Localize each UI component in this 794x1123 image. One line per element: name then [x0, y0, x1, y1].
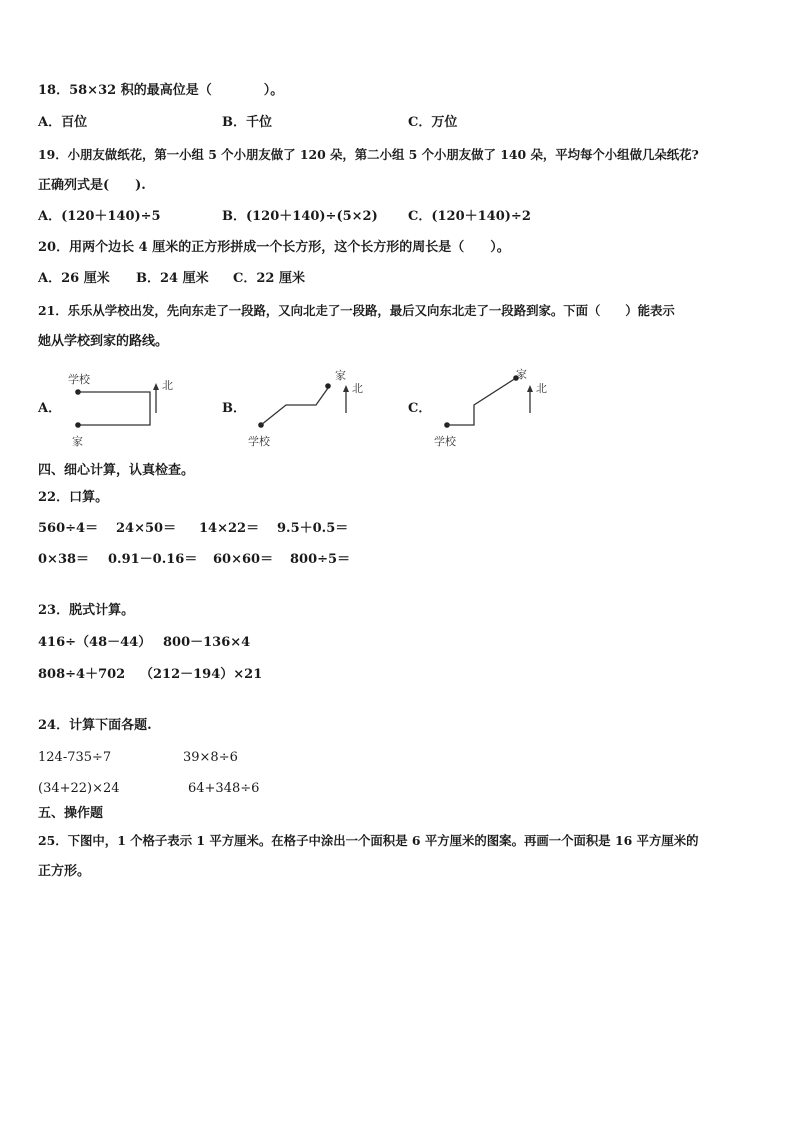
q22-item: 0.91－0.16＝ — [108, 552, 198, 567]
q21-stem-line1: 21．乐乐从学校出发，先向东走了一段路，又向北走了一段路，最后又向东北走了一段路到家。下面（ ）能表示 — [38, 303, 675, 318]
q21-a-school-label: 学校 — [68, 373, 90, 386]
q21-option-c-route-diagram — [426, 365, 566, 455]
q24-title: 24．计算下面各题. — [38, 718, 152, 733]
q18-stem: 18．58×32 积的最高位是（ ）。 — [38, 83, 284, 98]
q18-option-b: B．千位 — [222, 115, 272, 130]
q20-option-b: B．24 厘米 — [136, 271, 209, 286]
q23-item: 808÷4＋702 — [38, 667, 126, 682]
q22-item: 9.5＋0.5＝ — [277, 521, 349, 536]
q24-item: 64+348÷6 — [188, 781, 260, 796]
q19-stem-line2: 正确列式是( ). — [38, 178, 146, 193]
q22-item: 14×22＝ — [199, 521, 260, 536]
q21-stem-line2: 她从学校到家的路线。 — [38, 334, 169, 349]
q21-a-home-label: 家 — [72, 435, 83, 448]
q21-c-route-line — [447, 378, 516, 425]
q24-item: 39×8÷6 — [183, 750, 238, 765]
q22-title: 22．口算。 — [38, 490, 109, 505]
q21-option-c-letter: C． — [408, 401, 432, 416]
q21-a-north-arrowhead-icon — [153, 383, 159, 390]
q21-b-north-arrowhead-icon — [343, 385, 349, 392]
q21-c-north-label: 北 — [536, 382, 547, 395]
q24-item: (34+22)×24 — [38, 781, 120, 796]
q20-option-a: A．26 厘米 — [38, 271, 110, 286]
section-4-title: 四、细心计算，认真检查。 — [38, 463, 195, 478]
q21-option-b-route-diagram — [240, 365, 380, 455]
q21-a-route-line — [78, 392, 150, 425]
q21-option-a-letter: A． — [38, 401, 62, 416]
q22-item: 800÷5＝ — [290, 552, 351, 567]
q21-c-north-arrowhead-icon — [527, 385, 533, 392]
q21-a-north-label: 北 — [162, 379, 173, 392]
q21-b-school-label: 学校 — [248, 435, 270, 448]
q22-item: 0×38＝ — [38, 552, 90, 567]
q25-stem-line1: 25．下图中，1 个格子表示 1 平方厘米。在格子中涂出一个面积是 6 平方厘米的图案。再画一个面积是 16 平方厘米的 — [38, 833, 699, 848]
q21-c-home-label: 家 — [516, 368, 527, 381]
q21-option-b-letter: B． — [222, 401, 246, 416]
q25-stem-line2: 正方形。 — [38, 864, 91, 879]
q21-c-school-label: 学校 — [434, 435, 456, 448]
q22-item: 560÷4＝ — [38, 521, 99, 536]
q22-item: 24×50＝ — [116, 521, 177, 536]
q18-option-a: A．百位 — [38, 115, 88, 130]
q18-option-c: C．万位 — [408, 115, 458, 130]
section-5-title: 五、操作题 — [38, 806, 104, 821]
q23-title: 23．脱式计算。 — [38, 603, 135, 618]
q23-item: 416÷（48－44） — [38, 635, 152, 650]
q19-option-a: A．(120＋140)÷5 — [38, 209, 161, 224]
q21-option-a-route-diagram — [62, 365, 192, 455]
q21-b-route-line — [261, 388, 328, 425]
q19-option-c: C．(120＋140)÷2 — [408, 209, 531, 224]
q22-item: 60×60＝ — [213, 552, 274, 567]
q23-item: （212－194）×21 — [140, 667, 263, 682]
q23-item: 800－136×4 — [163, 635, 251, 650]
q24-item: 124-735÷7 — [38, 750, 112, 765]
q21-b-home-label: 家 — [335, 369, 346, 382]
q21-b-home-dot — [325, 383, 331, 389]
q21-a-home-dot — [75, 422, 81, 428]
q20-stem: 20．用两个边长 4 厘米的正方形拼成一个长方形，这个长方形的周长是（ ）。 — [38, 240, 510, 255]
q19-stem-line1: 19．小朋友做纸花，第一小组 5 个小朋友做了 120 朵，第二小组 5 个小朋友做了 140 朵，平均每个小组做几朵纸花? — [38, 147, 699, 162]
q20-option-c: C．22 厘米 — [233, 271, 305, 286]
q21-b-north-label: 北 — [352, 382, 363, 395]
q19-option-b: B．(120＋140)÷(5×2) — [222, 209, 378, 224]
